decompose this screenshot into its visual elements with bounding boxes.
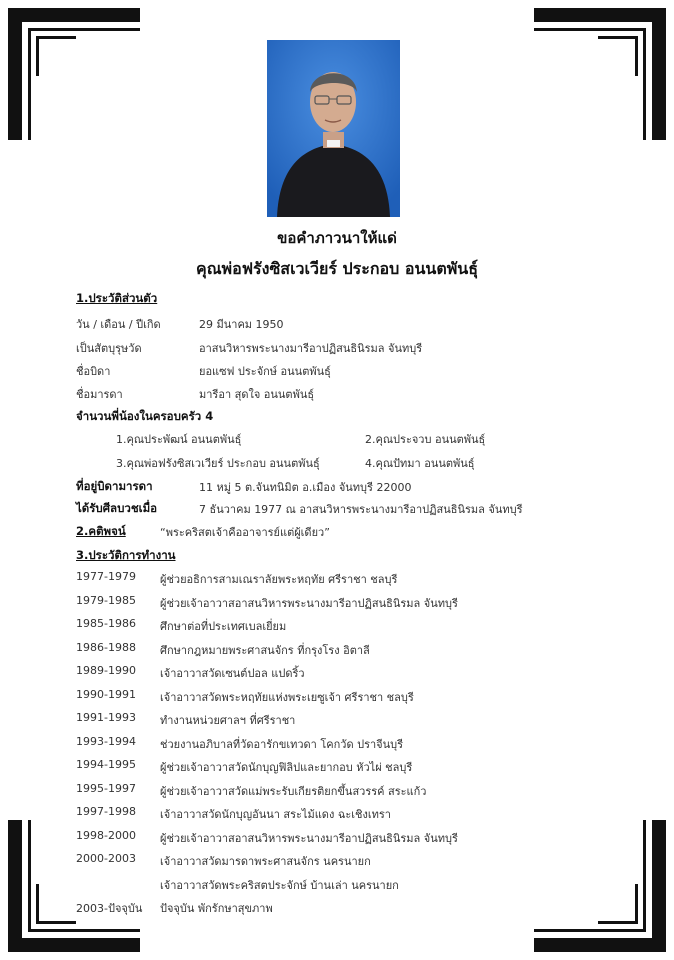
work-position: ผู้ช่วยเจ้าอาวาสวัดนักบุญฟิลิปและยากอบ หัวไผ่ ชลบุรี [160,761,413,774]
work-history-row [76,805,596,823]
work-years: 1995-1997 [76,781,136,795]
work-history-row [76,735,596,753]
work-position: ปัจจุบัน พักรักษาสุขภาพ [160,902,273,915]
mother-label: ชื่อมารดา [76,388,123,401]
work-position: เจ้าอาวาสวัดพระคริสตประจักษ์ บ้านเล่า นครนายก [160,878,399,892]
title-line-2: คุณพ่อฟรังซิสเวเวียร์ ประกอบ อนนตพันธุ์ [196,259,478,278]
work-years: 1993-1994 [76,734,136,748]
work-years: 2003-ปัจจุบัน [76,902,143,915]
work-history-row [76,641,596,659]
work-position: เจ้าอาวาสวัดพระหฤทัยแห่งพระเยซูเจ้า ศรีราชา ชลบุรี [160,690,414,704]
work-history-row [76,688,596,706]
sibling-item: 2.คุณประจวบ อนนตพันธุ์ [365,433,486,446]
work-position: ศึกษาต่อที่ประเทศเบลเยี่ยม [160,620,287,633]
work-years: 1989-1990 [76,664,136,677]
section-motto-heading: 2.คติพจน์ [76,524,126,538]
work-position: ช่วยงานอภิบาลที่วัดอารักขเทวดา โคกวัด ปราจีนบุรี [160,737,404,751]
work-position: เจ้าอาวาสวัดมารดาพระศาสนจักร นครนายก [160,855,371,868]
work-position: ผู้ช่วยเจ้าอาวาสวัดแม่พระรับเกียรติยกขึ้นสวรรค์ สระแก้ว [160,784,427,798]
section-work-heading: 3.ประวัติการทำงาน [76,548,176,562]
address-label: ที่อยู่บิดามารดา [76,479,153,493]
work-history-row [76,876,596,894]
sibling-item: 3.คุณพ่อฟรังซิสเวเวียร์ ประกอบ อนนตพันธุ์ [116,457,320,470]
father-value: ยอแซฟ ประจักษ์ อนนตพันธุ์ [199,365,331,378]
title-line-1: ขอคำภาวนาให้แด่ [277,229,397,247]
work-years: 1977-1979 [76,570,136,583]
work-history-row [76,664,596,682]
work-position: ผู้ช่วยอธิการสามเณราลัยพระหฤทัย ศรีราชา ชลบุรี [160,573,398,586]
work-history-row [76,617,596,635]
work-position: เจ้าอาวาสวัดเซนต์ปอล แปดริ้ว [160,667,305,680]
section-personal-heading: 1.ประวัติส่วนตัว [76,291,158,305]
work-history-row [76,782,596,800]
work-history-row [76,758,596,776]
work-history-row [76,829,596,847]
work-history-row [76,852,596,870]
corner-frame-top-right [524,0,674,150]
work-years: 1991-1993 [76,711,136,724]
parish-label: เป็นสัตบุรุษวัด [76,342,142,355]
portrait-photo [267,40,400,217]
work-position: เจ้าอาวาสวัดนักบุญอันนา สระไม้แดง ฉะเชิงเทรา [160,808,391,821]
work-years: 1997-1998 [76,805,136,818]
work-history-row [76,594,596,612]
father-label: ชื่อบิดา [76,365,111,378]
work-position: ผู้ช่วยเจ้าอาวาสอาสนวิหารพระนางมารีอาปฏิสนธินิรมล จันทบุรี [160,831,458,845]
work-years: 1994-1995 [76,758,136,771]
work-years: 1998-2000 [76,828,136,842]
birth-label: วัน / เดือน / ปีเกิด [76,318,161,331]
corner-frame-top-left [0,0,150,150]
work-years: 2000-2003 [76,852,136,865]
ordination-label: ได้รับศีลบวชเมื่อ [76,501,158,515]
work-history-row [76,570,596,588]
work-years: 1985-1986 [76,617,136,630]
work-years: 1986-1988 [76,640,136,654]
work-history-row [76,899,596,917]
work-position: ผู้ช่วยเจ้าอาวาสอาสนวิหารพระนางมารีอาปฏิสนธินิรมล จันทบุรี [160,596,458,610]
work-position: ศึกษากฎหมายพระศาสนจักร ที่กรุงโรง อิตาลี [160,643,370,657]
work-history-row [76,711,596,729]
parish-value: อาสนวิหารพระนางมารีอาปฏิสนธินิรมล จันทบุรี [199,342,423,355]
work-years: 1979-1985 [76,593,136,607]
address-value: 11 หมู่ 5 ต.จันทนิมิต อ.เมือง จันทบุรี 22000 [199,481,412,494]
siblings-label: จำนวนพี่น้องในครอบครัว 4 [76,409,214,423]
birth-value: 29 มีนาคม 1950 [199,318,284,331]
sibling-item: 1.คุณประพัฒน์ อนนตพันธุ์ [116,433,242,446]
sibling-item: 4.คุณปัทมา อนนตพันธุ์ [365,457,475,470]
ordination-value: 7 ธันวาคม 1977 ณ อาสนวิหารพระนางมารีอาปฏิสนธินิรมล จันทบุรี [199,503,523,516]
work-years: 1990-1991 [76,687,136,701]
work-position: ทำงานหน่วยศาลฯ ที่ศรีราชา [160,714,296,727]
mother-value: มารีอา สุดใจ อนนตพันธุ์ [199,388,315,401]
motto-text: “พระคริสตเจ้าคืออาจารย์แต่ผู้เดียว” [160,526,330,539]
